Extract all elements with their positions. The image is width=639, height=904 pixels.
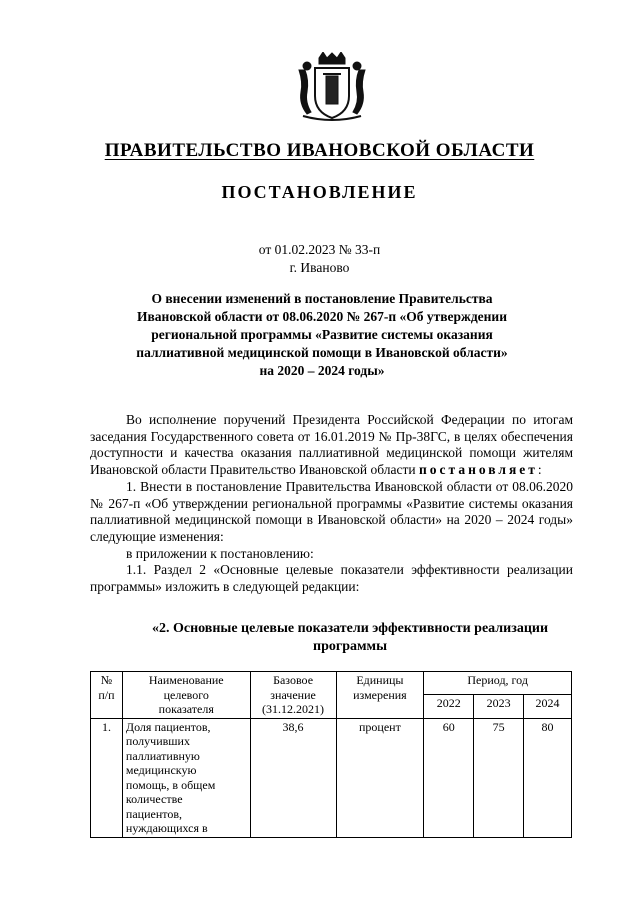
section-title-line: программы xyxy=(313,639,387,654)
indicators-table xyxy=(90,671,572,838)
preamble-text: Во исполнение поручений Президента Российской Федерации по итогам заседания Государственного совета от 16.01.2019 № Пр-38ГС, в целях обеспечения доступности и качества оказания паллиативной медицинской помощи жителям Ивановской области Правительство Ивановской области xyxy=(90,412,573,478)
row-num: 1. xyxy=(91,718,123,837)
header-name xyxy=(122,672,250,719)
header-unit-line: измерения xyxy=(353,687,407,702)
clause-1-paragraph: 1. Внести в постановление Правительства Ивановской области от 08.06.2020 № 267-п «Об утверждении региональной программы «Развитие системы оказания паллиативной медицинской помощи в Ивановской области» на 2020 – 2024 годы» следующие изменения: xyxy=(90,478,573,544)
document-subject xyxy=(112,290,532,380)
row-name-line: нуждающихся в xyxy=(125,821,208,835)
resolves-word: постановляет xyxy=(419,462,538,478)
header-period: Период, год xyxy=(424,672,572,695)
organization-title: ПРАВИТЕЛЬСТВО ИВАНОВСКОЙ ОБЛАСТИ xyxy=(104,140,535,161)
section-title xyxy=(130,620,570,656)
header-base-line: (31.12.2021) xyxy=(262,702,325,716)
row-value-2023: 75 xyxy=(474,718,524,837)
header-name-line: показателя xyxy=(158,702,214,716)
header-year: 2024 xyxy=(524,695,572,718)
header-name-line: целевого xyxy=(163,687,209,702)
row-name-line: медицинскую xyxy=(125,763,197,777)
table-row xyxy=(91,718,572,837)
row-name-line: количестве xyxy=(125,792,183,806)
row-name-line: помощь, в общем xyxy=(125,777,216,792)
row-name-line: Доля пациентов, xyxy=(125,719,211,734)
row-value-2022: 60 xyxy=(424,718,474,837)
preamble-end: : xyxy=(537,462,542,478)
subject-line: паллиативной медицинской помощи в Ивановской области» xyxy=(136,345,508,360)
header-base-line: Базовое xyxy=(273,673,314,687)
preamble-paragraph xyxy=(90,412,573,479)
appendix-paragraph: в приложении к постановлению: xyxy=(126,545,314,561)
subject-line: региональной программы «Развитие системы оказания xyxy=(151,327,493,342)
header-unit-line: Единицы xyxy=(356,673,404,687)
document-place: г. Иваново xyxy=(289,260,350,275)
row-value-2024: 80 xyxy=(524,718,572,837)
header-year: 2023 xyxy=(474,695,524,718)
section-title-line: «2. Основные целевые показатели эффективности реализации xyxy=(151,621,549,636)
row-name-line: пациентов, xyxy=(125,806,182,821)
row-name xyxy=(122,718,250,837)
header-num-line: № xyxy=(100,673,113,687)
clause-1-1-paragraph: 1.1. Раздел 2 «Основные целевые показатели эффективности реализации программы» изложить в следующей редакции: xyxy=(90,562,573,595)
header-unit xyxy=(336,672,424,719)
document-body xyxy=(90,412,573,596)
header-name-line: Наименование xyxy=(148,673,224,687)
row-unit: процент xyxy=(336,718,424,837)
header-base-line: значение xyxy=(270,687,316,702)
subject-line: О внесении изменений в постановление Правительства xyxy=(151,291,493,306)
coat-of-arms-emblem xyxy=(293,52,371,124)
document-type: ПОСТАНОВЛЕНИЕ xyxy=(221,182,418,202)
header-base xyxy=(250,672,336,719)
document-date-number: от 01.02.2023 № 33-п xyxy=(258,242,381,257)
row-name-line: получивших xyxy=(125,734,190,748)
row-base-value: 38,6 xyxy=(250,718,336,837)
subject-line: на 2020 – 2024 годы» xyxy=(259,363,385,378)
header-num xyxy=(91,672,123,719)
header-num-line: п/п xyxy=(98,687,115,702)
header-year: 2022 xyxy=(424,695,474,718)
subject-line: Ивановской области от 08.06.2020 № 267-п «Об утверждении xyxy=(137,309,507,324)
row-name-line: паллиативную xyxy=(125,748,200,763)
